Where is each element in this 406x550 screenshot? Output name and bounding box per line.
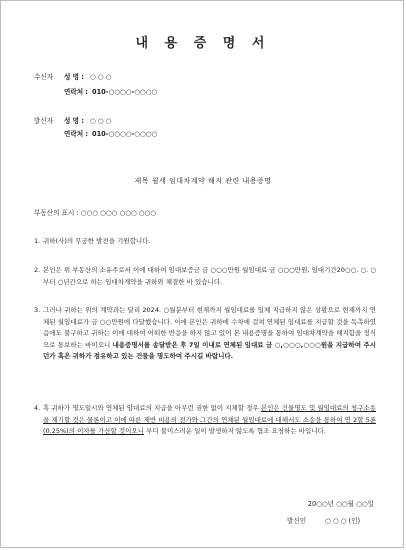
recipient-contact-value: 010-○○○○-○○○○ — [92, 88, 158, 96]
recipient-name-value: ○ ○ ○ — [90, 73, 112, 81]
recipient-contact-label: 연락처 : — [64, 88, 89, 96]
paragraph-3 — [34, 305, 376, 363]
sender-contact-value: 010-○○○○-○○○○ — [92, 130, 158, 138]
sender-role: 발신자 — [34, 117, 54, 125]
paragraph-1-number: 1. — [34, 237, 41, 245]
paragraph-2-text: 본인은 위 부동산의 소유주로서 이에 대하여 임대보증금 금 ○○○만원 월임대료 금 ○○○만원, 임대기간20○○. ○. ○부터 ○년간으로 하는 임대차계약을 귀하와 체결한 바 있습니다. — [43, 266, 376, 286]
subject-line: 제목 월세 임대차계약 해지 관련 내용증명 — [134, 177, 272, 185]
paragraph-4-body — [43, 403, 376, 438]
paragraph-3-number: 3. — [34, 306, 41, 314]
recipient-role: 수신자 — [34, 73, 54, 81]
document-date: 20○○년 ○○월 ○○일 — [307, 500, 374, 508]
paragraph-4 — [34, 403, 376, 438]
signer-value: ○ ○ ○ (인) — [325, 517, 361, 525]
paragraph-4-number: 4. — [34, 404, 41, 412]
paragraph-3-text: 그러나 귀하는 위의 계약과는 달리 2024. ○월분부터 현재까지 월임대료를 일체 지급하지 않은 상황으로 현재까지 연체된 월임대료가 금 ○○만원에 다달했습니다. 이에 본인은 귀하에 수차에 걸쳐 연체된 임대료를 지급할 것을 독촉하였음에도 불구하고 귀하는 이에 대하여 어떠한 반응을 하지 않고 있어 본 내용증명을 통하여 임대차계약을 해지함을 정식으로 통보하는 바이오니 — [43, 306, 376, 349]
paragraph-3-body — [43, 305, 376, 363]
signer-label: 발신인 — [287, 517, 307, 525]
recipient-name-label: 성 명 : — [64, 73, 84, 81]
paragraph-3-emphasis: 내용증명서를 송달받은 후 7일 이내로 연체된 임대료 금 ○,○○○,○○○원을 지급하여 주시던가 혹은 귀하가 점유하고 있는 건물을 명도하여 주시길 바랍니다. — [43, 340, 376, 361]
sender-name-label: 성 명 : — [64, 117, 84, 125]
paragraph-1 — [34, 236, 376, 248]
document-title: 내 용 증 명 서 — [135, 36, 271, 51]
property-description: 부동산의 표시 : ○○○ ○○○ ○○○ ○○○ — [34, 209, 157, 217]
paragraph-4-text: 혹 귀하가 명도일시와 연체된 임대료의 지급을 아무런 권한 없이 지체할 경우 — [43, 404, 261, 412]
paragraph-4-underlined: 본인은 건물명도 및 월임대료의 청구소송을 제기할 것은 물론이고 이에 따른 제반 비용의 전가와 그간의 연체된 월임대료에 대해서도 소송을 통하여 연 2할 5푼(0.25%)의 이자를 가산할 것이오니 — [43, 404, 376, 436]
paragraph-2-number: 2. — [34, 266, 41, 274]
sender-name-value: ○ ○ ○ — [90, 117, 112, 125]
paragraph-1-text: 귀하(사)의 무궁한 발전을 기원합니다. — [43, 237, 151, 245]
paragraph-4-closing: 부디 불미스러운 일이 발생하지 않도록 협조 요청하는 바입니다. — [144, 427, 326, 436]
sender-contact-label: 연락처 : — [64, 130, 89, 138]
paragraph-2 — [34, 265, 376, 288]
